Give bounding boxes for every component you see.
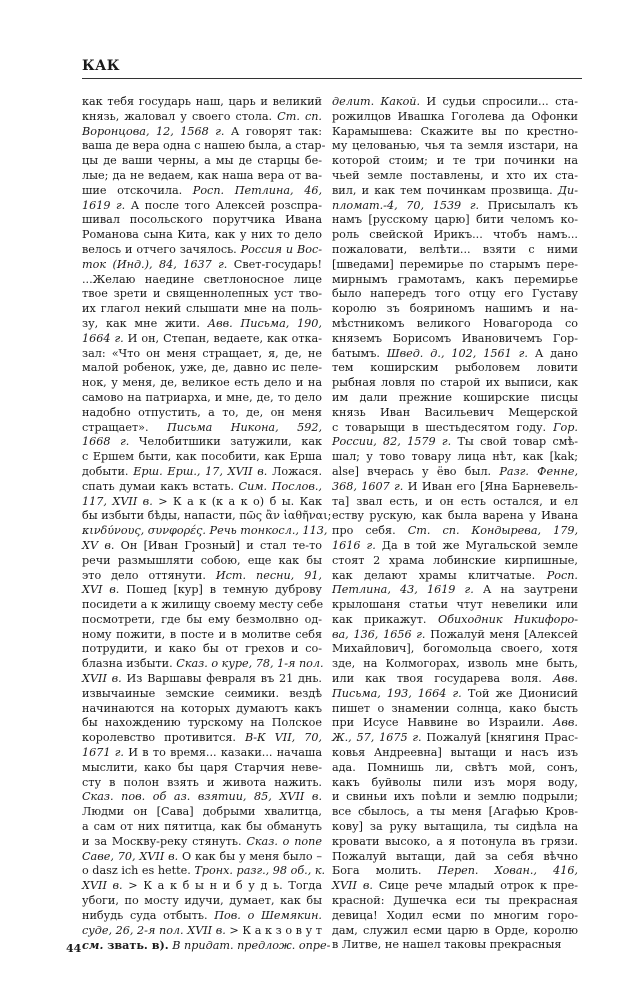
text-line: речи размышляти собою, еще как бы	[82, 553, 322, 567]
text-line: бы избыти бѣды, напасти, πῶς ἂν ἰαθῆναι;	[82, 509, 332, 523]
text-line: твое зрети и священнолепных уст тво-	[82, 287, 322, 301]
text-line: 1668 г. Челобитшики затужили, как	[82, 435, 322, 449]
text-line: пишет о знамении солнца, како бысть	[332, 701, 578, 715]
text-line: или как твоя государева воля. Авв.	[332, 672, 578, 686]
text-line: 1619 г. А после того Алексей розспра-	[82, 198, 322, 212]
text-line: как тебя государь наш, царь и великий	[82, 95, 322, 108]
text-line: мыслити, како бы царя Старчия неве-	[82, 760, 322, 774]
text-line: стращает». Письма Никона, 592,	[82, 420, 322, 434]
text-line: Воронцова, 12, 1568 г. А говорят так:	[82, 124, 322, 138]
left-column	[82, 95, 332, 953]
text-line: шивал посольского порутчика Ивана	[82, 213, 322, 227]
text-line: [шведами] перемирье по старымъ пере-	[332, 257, 578, 271]
text-line: батымъ. Швед. д., 102, 1561 г. А дано	[332, 346, 578, 360]
text-line: мѣстникомъ великого Новагорода со	[332, 316, 578, 330]
text-line: Сказ. пов. об аз. взятии, 85, XVII в.	[82, 790, 322, 804]
text-line: XVII в. > К а к б ы н и б у д ь. Тогда	[82, 879, 322, 893]
text-line: в Литве, не нашел таковы прекрасныя	[332, 938, 562, 952]
text-line: 1664 г. И он, Степан, ведаете, как отка-	[82, 331, 322, 345]
text-line: та] звал есть, и он есть остался, и ел	[332, 494, 578, 508]
text-line: Ж., 57, 1675 г. Пожалуй [княгиня Прас-	[332, 731, 578, 745]
text-line: малой робенок, уже, де, давно ис пеле-	[82, 361, 322, 375]
text-line: нок, у меня, де, великое есть дело и на	[82, 376, 322, 390]
text-line: суде, 26, 2-я пол. XVII в. > К а к з о в у т	[82, 923, 322, 937]
text-line: XVII в. Сице рече младый отрок к пре-	[332, 879, 578, 893]
text-line: XVII в. Из Варшавы февраля въ 21 днь.	[82, 672, 322, 686]
text-line: еству рускую, как была варена у Ивана	[332, 509, 578, 523]
text-line: их глагол некий слышати мне на поль-	[82, 302, 322, 316]
text-line: и свиньи ихъ поѣли и землю подрыли;	[332, 790, 578, 804]
text-line: кову] за руку вытащила, ты сидѣла на	[332, 820, 578, 834]
text-line: XV в. Он [Иван Грозный] и стал те-то	[82, 538, 322, 552]
text-line: лые; да не ведаем, как наша вера от ва-	[82, 168, 322, 182]
text-line: ному пожити, в посте и в молитве себя	[82, 627, 322, 641]
text-line: шие отскочила. Росп. Петлина, 46,	[82, 183, 322, 197]
text-line: крылошаня статьи чтут невелики или	[332, 598, 578, 612]
text-line: намъ [русскому царю] бити челомъ ко-	[332, 213, 578, 227]
text-line: которой стоим; и те три починки на	[332, 154, 578, 168]
text-line: блазна избыти. Сказ. о куре, 78, 1-я пол.	[82, 657, 324, 671]
text-line: им дали прежние коширские писцы	[332, 390, 578, 404]
text-line: мирнымъ грамотамъ, какъ перемирье	[332, 272, 578, 286]
text-line: зу, как мне жити. Авв. Письма, 190,	[82, 316, 322, 330]
text-line: а сам от них пятитца, как бы обмануть	[82, 820, 322, 834]
text-line: посмотрети, где бы ему безмолвно од-	[82, 612, 322, 626]
text-line: 117, XVII в. > К а к (к а к о) б ы. Как	[82, 494, 322, 508]
text-line: извычаиные земские сеимики. вездѣ	[82, 686, 322, 700]
text-line: это дело оттянути. Ист. песни, 91,	[82, 568, 322, 582]
text-line: все сбылось, а ты меня [Агафью Кров-	[332, 805, 578, 819]
text-line: девица! Ходил есми по многим горо-	[332, 908, 578, 922]
text-line: 1616 г. Да в той же Мугальской земле	[332, 538, 578, 552]
text-line: Петлина, 43, 1619 г. А на заутрени	[332, 583, 578, 597]
text-line: ковья Андреевна] вытащи и насъ изъ	[332, 746, 578, 760]
text-line: добыти. Ерш. Ерш., 17, XVII в. Ложася.	[82, 464, 322, 478]
text-line: κινδύνους, συνφορές. Речь тонкосл., 113,	[82, 524, 328, 538]
text-line: Пожалуй вытащи, дай за себя вѣчно	[332, 849, 578, 863]
running-head: КАК	[82, 58, 120, 74]
text-line: бы нахождению турскому на Полское	[82, 716, 322, 730]
text-line: роль свейской Ирикъ... чтобъ намъ...	[332, 228, 578, 242]
text-line: как делают храмы клитчатые. Росп.	[332, 568, 578, 582]
text-line: цы де ваши черны, а мы де старцы бе-	[82, 154, 322, 168]
text-line: сту в полон взять и живота нажить.	[82, 775, 322, 789]
text-line: королевство противится. В-К VII, 70,	[82, 731, 322, 745]
text-line: ада. Помнишь ли, свѣтъ мой, сонъ,	[332, 760, 578, 774]
text-line: шал; у тово товару лица нѣт, как [kak;	[332, 450, 578, 464]
text-line: королю зъ бояриномъ нашимъ и на-	[332, 302, 578, 316]
text-line: вил, и как тем починкам прозвища. Ди-	[332, 183, 578, 197]
text-line: 368, 1607 г. И Иван его [Яна Барневель-	[332, 479, 578, 493]
text-line: самово на патриарха, и мне, де, то дело	[82, 390, 322, 404]
text-line: стоят 2 храма лобинские кирпишные,	[332, 553, 578, 567]
text-line: про себя. Ст. сп. Кондырева, 179,	[332, 524, 578, 538]
text-line: нибудь суда отбыть. Пов. о Шемякин.	[82, 908, 322, 922]
text-line: тем коширским рыболовем ловити	[332, 361, 578, 375]
text-line: было напередъ того отцу его Густаву	[332, 287, 578, 301]
text-line: спать думаи какъ встать. Сим. Послов.,	[82, 479, 322, 493]
text-line: ваша де вера одна с нашею была, а стар-	[82, 139, 326, 153]
text-line: княземъ Борисомъ Ивановичемъ Гор-	[332, 331, 578, 345]
text-line: дам, служил есми царю в Орде, королю	[332, 923, 578, 937]
text-line: Романова сына Кита, как у них то дело	[82, 228, 322, 242]
text-line: при Исусе Наввине во Израили. Авв.	[332, 716, 578, 730]
text-line: рожилцов Ивашка Гоголева да Офонки	[332, 109, 578, 123]
text-line: посидети а к жилищу своему месту себе	[82, 598, 324, 612]
text-line: Бога молить. Переп. Хован., 416,	[332, 864, 578, 878]
text-line: пожаловати, велѣти... взяти с ними	[332, 242, 578, 256]
text-line: рыбная ловля по старой их выписи, как	[332, 376, 578, 390]
text-line: с Ершем быти, как пособити, как Ерша	[82, 450, 322, 464]
text-line: как прикажут. Обиходник Никифоро-	[332, 612, 579, 626]
text-line: красной: Душечка еси ты прекрасная	[332, 894, 578, 908]
text-line: князь, жаловал у своего стола. Ст. сп.	[82, 109, 322, 123]
text-line: велось и отчего зачялось. Россия и Вос-	[82, 242, 322, 256]
text-line: 1671 г. И в то время... казаки... начаша	[82, 746, 322, 760]
text-line: начинаются на которых думаютъ какъ	[82, 701, 322, 715]
text-line: надобно отпустить, а то, де, он меня	[82, 405, 322, 419]
text-line: Саве, 70, XVII в. О как бы у меня было –	[82, 849, 322, 863]
text-line: пломат.-4, 70, 1539 г. Присылалъ къ	[332, 198, 578, 212]
text-line: XVI в. Пошед [кур] в темную дуброву	[82, 583, 322, 597]
text-line: с товарыщи в шестьдесятом году. Гор.	[332, 420, 578, 434]
right-column	[332, 95, 578, 953]
text-line: ва, 136, 1656 г. Пожалуй меня [Алексей	[332, 627, 578, 641]
text-line: см. звать. в). В придат. предлож. опре-	[82, 938, 331, 953]
text-line: Письма, 193, 1664 г. Той же Дионисий	[332, 686, 578, 700]
text-line: делит. Какой. И судьи спросили... ста-	[332, 95, 578, 108]
text-line: Людми он [Сава] добрыми хвалитца,	[82, 805, 322, 819]
text-line: Карамышева: Скажите вы по крестно-	[332, 124, 578, 138]
text-line: князь Иван Васильевич Мещерской	[332, 405, 578, 419]
text-line: му целованью, чья та земля изстари, на	[332, 139, 578, 153]
text-line: alse] вчерась у ёво был. Разг. Фенне,	[332, 464, 578, 478]
text-line: ток (Инд.), 84, 1637 г. Свет-государь!	[82, 257, 322, 271]
text-line: зал: «Что он меня стращает, я, де, не	[82, 346, 322, 360]
text-line: и за Москву-реку стянуть. Сказ. о попе	[82, 834, 322, 848]
text-line: зде, на Колмогорах, изволь мне быть,	[332, 657, 578, 671]
text-line: убоги, по мосту идучи, думает, как бы	[82, 894, 322, 908]
page-number: 44	[66, 942, 82, 955]
header-rule	[82, 78, 582, 79]
text-line: России, 82, 1579 г. Ты свой товар смѣ-	[332, 435, 579, 449]
text-line: o dasz ich es hette. Тронх. разг., 98 об., к.	[82, 864, 326, 878]
text-line: какъ буйволы пили изъ моря воду,	[332, 775, 578, 789]
text-line: потрудити, и како бы от грехов и со-	[82, 642, 322, 656]
text-line: кровати высоко, а я потонула въ грязи.	[332, 834, 578, 848]
text-line: Михайлович], богомольца своего, хотя	[332, 642, 578, 656]
text-line: ...Желаю наедине светлоносное лице	[82, 272, 322, 286]
text-line: чьей земле поставлены, и хто их ста-	[332, 168, 578, 182]
